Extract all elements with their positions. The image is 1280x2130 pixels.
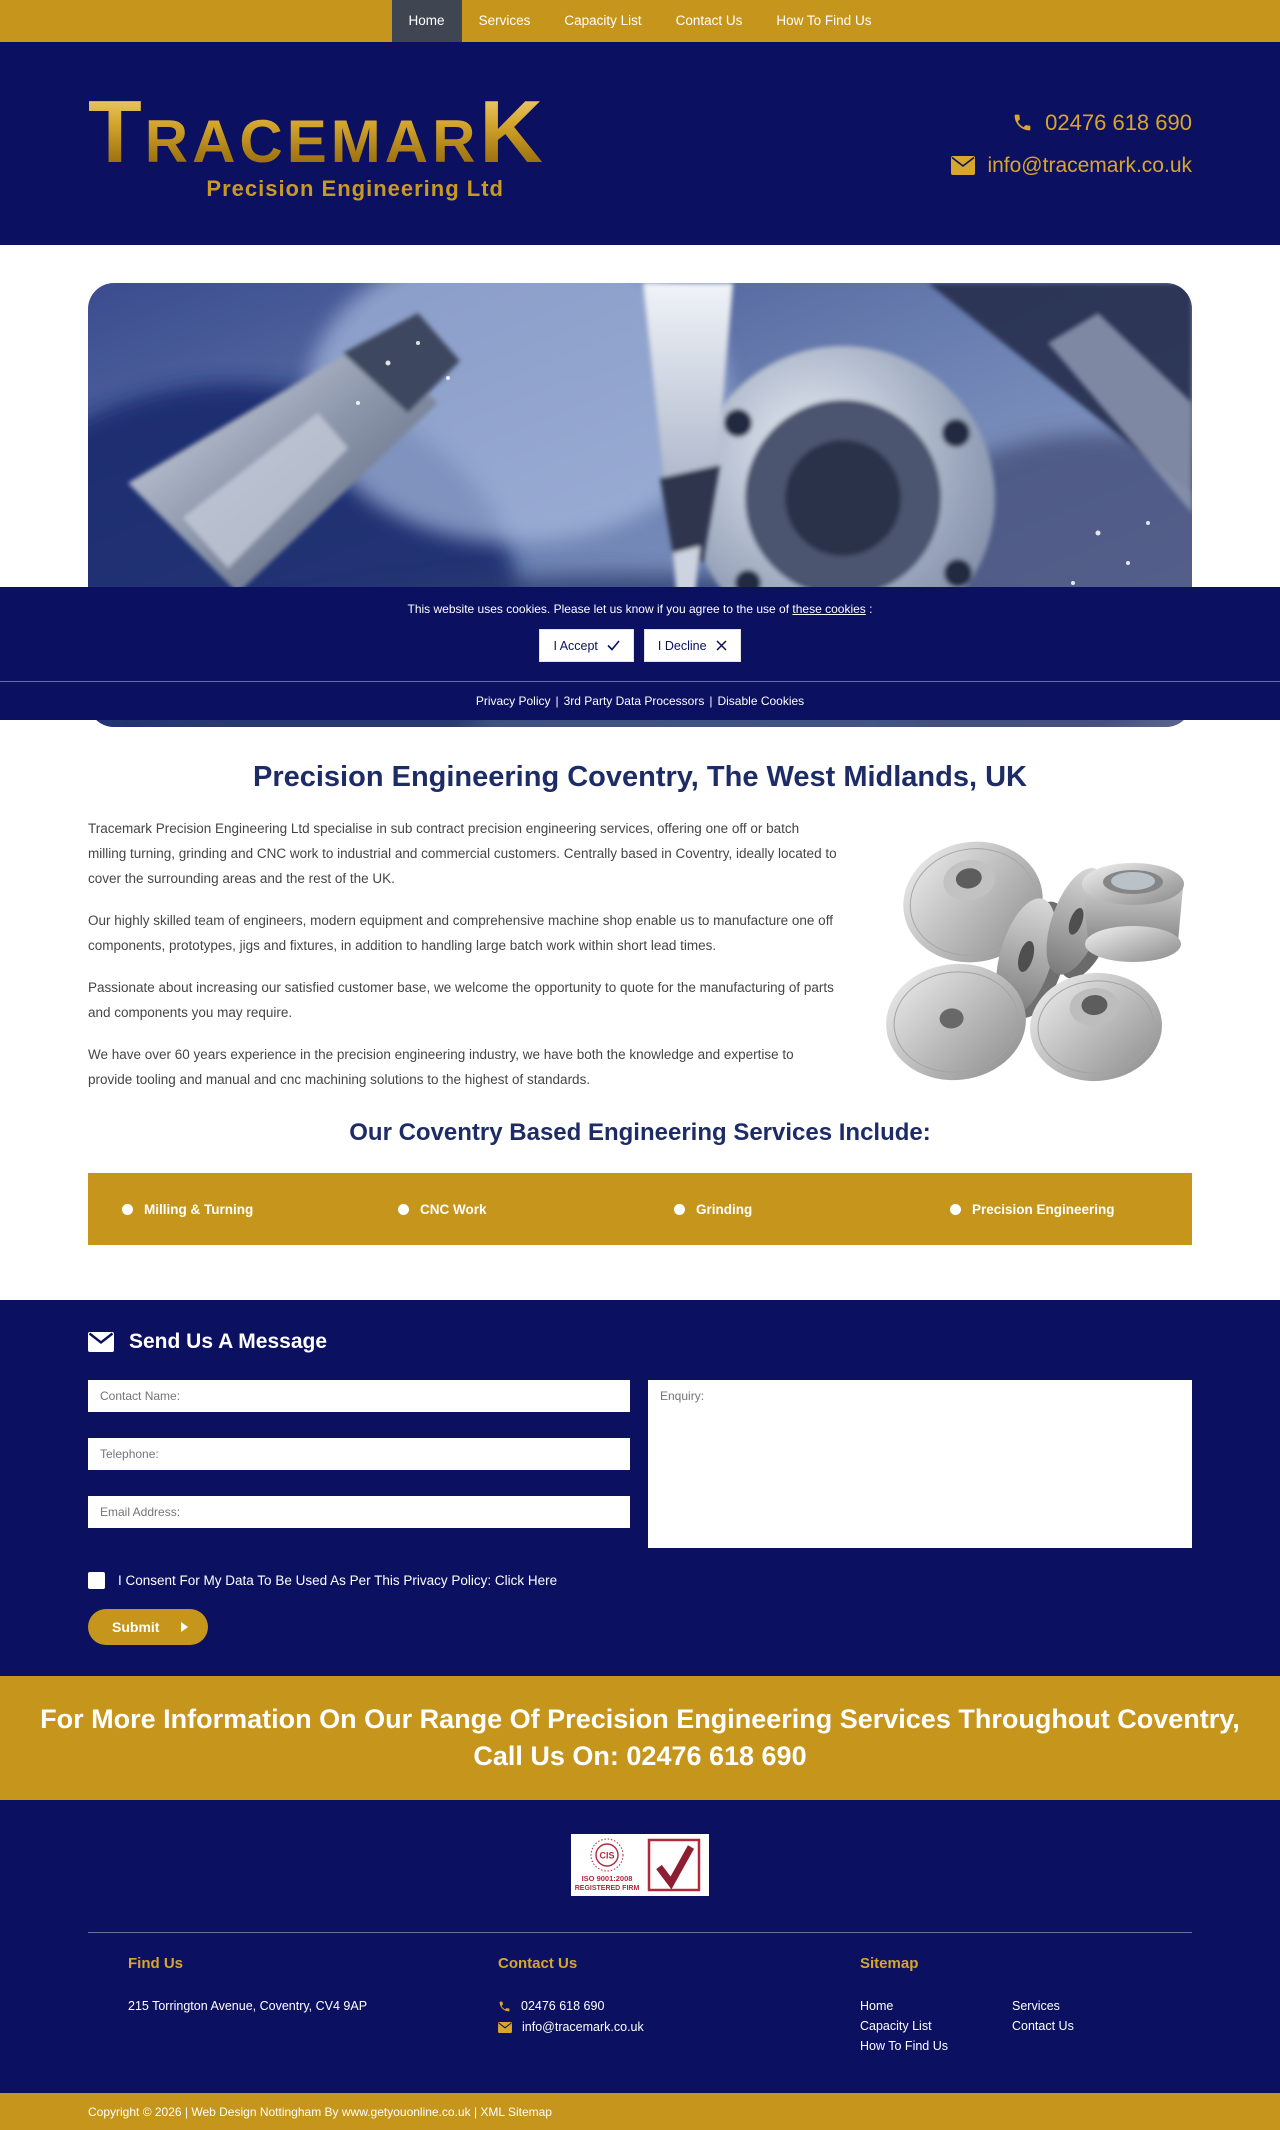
sitemap-link-home[interactable]: Home: [860, 1999, 894, 2013]
intro-paragraph: Our highly skilled team of engineers, modern equipment and comprehensive machine shop enable us to manufacture one off components, prototypes, jigs and fixtures, in addition to handling large batch work within short lead times.: [88, 913, 833, 953]
intro-text: [88, 816, 840, 1109]
iso-badge-illustration: [575, 1837, 705, 1893]
header-phone-link[interactable]: [951, 110, 1192, 136]
cta-line2: Call Us On: 02476 618 690: [473, 1741, 807, 1771]
cookie-divider: [0, 681, 1280, 682]
iso-line2: REGISTERED FIRM: [575, 1885, 640, 1892]
header-contact: [951, 110, 1192, 178]
close-icon: [716, 640, 727, 651]
sitemap-column-1: [860, 1996, 1012, 2056]
submit-button[interactable]: Submit: [88, 1609, 208, 1645]
accept-cookies-button[interactable]: I Accept: [539, 629, 633, 662]
enquiry-textarea[interactable]: [648, 1380, 1192, 1548]
footer-find-us: [88, 1955, 458, 2056]
consent-label: I Consent For My Data To Be Used As Per This Privacy Policy: Click Here: [118, 1573, 558, 1588]
machined-parts-image: [878, 816, 1192, 1109]
bullet-icon: [122, 1204, 133, 1215]
form-title: Send Us A Message: [88, 1330, 1192, 1354]
service-label: Milling & Turning: [144, 1201, 254, 1217]
sitemap-link-how-to-find-us[interactable]: How To Find Us: [860, 2039, 948, 2053]
contact-form-section: [0, 1300, 1280, 1676]
sitemap-link-services[interactable]: Services: [1012, 1999, 1060, 2013]
envelope-icon: [498, 2022, 512, 2033]
nav-item-capacity-list[interactable]: Capacity List: [564, 13, 642, 28]
main-content: [0, 245, 1280, 1300]
intro-paragraph: We have over 60 years experience in the precision engineering industry, we have both the knowledge and expertise to provide tooling and manual and cnc machining solutions to the highest of standards.: [88, 1047, 794, 1087]
iso-seal-text: CIS: [599, 1850, 615, 1861]
copyright-bar: [0, 2093, 1280, 2130]
telephone-input[interactable]: [88, 1438, 630, 1470]
nav-item-how-to-find-us[interactable]: How To Find Us: [776, 13, 872, 28]
decline-cookies-button[interactable]: I Decline: [644, 629, 741, 662]
logo-last-letter: K: [479, 81, 546, 181]
nav-item-services[interactable]: Services: [478, 13, 531, 28]
services-bar: [88, 1173, 1192, 1245]
cta-line1: For More Information On Our Range Of Precision Engineering Services Throughout Coventry,: [40, 1704, 1240, 1734]
footer-email-link[interactable]: [498, 2017, 828, 2038]
main-nav: [0, 0, 1280, 42]
iso-registered-badge: [571, 1834, 709, 1896]
privacy-policy-link[interactable]: Privacy Policy: [475, 694, 551, 708]
site-footer: [0, 1800, 1280, 2093]
bullet-icon: [674, 1204, 685, 1215]
service-item-milling-turning: [88, 1202, 364, 1217]
consent-row[interactable]: [88, 1572, 1192, 1589]
phone-icon: [498, 2000, 511, 2013]
header-email: info@tracemark.co.uk: [987, 153, 1192, 177]
bullet-icon: [950, 1204, 961, 1215]
disable-cookies-link[interactable]: Disable Cookies: [717, 694, 805, 708]
cookie-banner: This website uses cookies. Please let us know if you agree to the use of these cookies : I Accept I Decline Privacy Policy | 3rd Party Data Processors | Disable Cookies: [0, 587, 1280, 720]
footer-contact-us-title: Contact Us: [498, 1955, 578, 1972]
page-title: Precision Engineering Coventry, The West Midlands, UK: [252, 761, 1027, 793]
contact-name-input[interactable]: [88, 1380, 630, 1412]
cta-banner: [0, 1676, 1280, 1800]
service-label: CNC Work: [420, 1201, 487, 1217]
cookie-message: This website uses cookies. Please let us know if you agree to the use of these cookies :: [407, 602, 873, 616]
sitemap-link-contact-us[interactable]: Contact Us: [1012, 2019, 1074, 2033]
machined-parts-illustration: [878, 822, 1192, 1084]
check-icon: [607, 640, 620, 651]
footer-divider: [88, 1932, 1192, 1933]
footer-phone-link[interactable]: [498, 1996, 828, 2017]
footer-phone: 02476 618 690: [521, 1999, 605, 2013]
copyright-text: Copyright © 2026 | Web Design Nottingham By www.getyouonline.co.uk | XML Sitemap: [88, 2104, 552, 2119]
service-label: Grinding: [696, 1201, 753, 1217]
envelope-icon: [951, 156, 975, 175]
service-label: Precision Engineering: [972, 1201, 1115, 1217]
header-phone: 02476 618 690: [1045, 109, 1192, 135]
footer-find-us-title: Find Us: [128, 1955, 183, 1972]
iso-line1: ISO 9001:2008: [581, 1874, 633, 1883]
sitemap-column-2: [1012, 1996, 1164, 2056]
service-item-grinding: [640, 1202, 916, 1217]
bullet-icon: [398, 1204, 409, 1215]
footer-contact-us: [458, 1955, 828, 2056]
logo-first-letter: T: [88, 81, 145, 181]
contact-form: [88, 1380, 1192, 1645]
service-item-precision-engineering: [916, 1202, 1192, 1217]
nav-item-contact-us[interactable]: Contact Us: [675, 13, 743, 28]
footer-address: 215 Torrington Avenue, Coventry, CV4 9AP: [128, 1999, 368, 2013]
third-party-processors-link[interactable]: 3rd Party Data Processors: [563, 694, 705, 708]
arrow-right-icon: [181, 1622, 188, 1632]
services-title: Our Coventry Based Engineering Services Include:: [349, 1119, 931, 1146]
logo-middle: RACEMAR: [144, 107, 480, 175]
header-email-link[interactable]: [951, 154, 1192, 178]
email-input[interactable]: [88, 1496, 630, 1528]
intro-paragraph: Passionate about increasing our satisfied customer base, we welcome the opportunity to quote for the manufacturing of parts and components you may require.: [88, 980, 834, 1020]
footer-sitemap-title: Sitemap: [860, 1955, 919, 1972]
sitemap-link-capacity-list[interactable]: Capacity List: [860, 2019, 932, 2033]
footer-sitemap: [828, 1955, 1192, 2056]
site-header: [0, 42, 1280, 245]
logo-subtitle: Precision Engineering Ltd: [206, 175, 504, 201]
logo-wordmark: [88, 81, 546, 181]
phone-icon: [1012, 112, 1033, 133]
service-item-cnc-work: [364, 1202, 640, 1217]
nav-item-home[interactable]: Home: [392, 0, 462, 42]
message-icon: [88, 1332, 114, 1352]
intro-paragraph: Tracemark Precision Engineering Ltd specialise in sub contract precision engineering services, offering one off or batch milling turning, grinding and CNC work to industrial and commercial customers. Centrally based in Coventry, ideally located to cover the surrounding areas and the rest of the UK.: [88, 821, 837, 886]
footer-email: info@tracemark.co.uk: [522, 2020, 644, 2034]
consent-checkbox[interactable]: [88, 1572, 105, 1589]
cookie-policy-link[interactable]: these cookies: [792, 602, 866, 616]
logo[interactable]: [88, 81, 546, 201]
